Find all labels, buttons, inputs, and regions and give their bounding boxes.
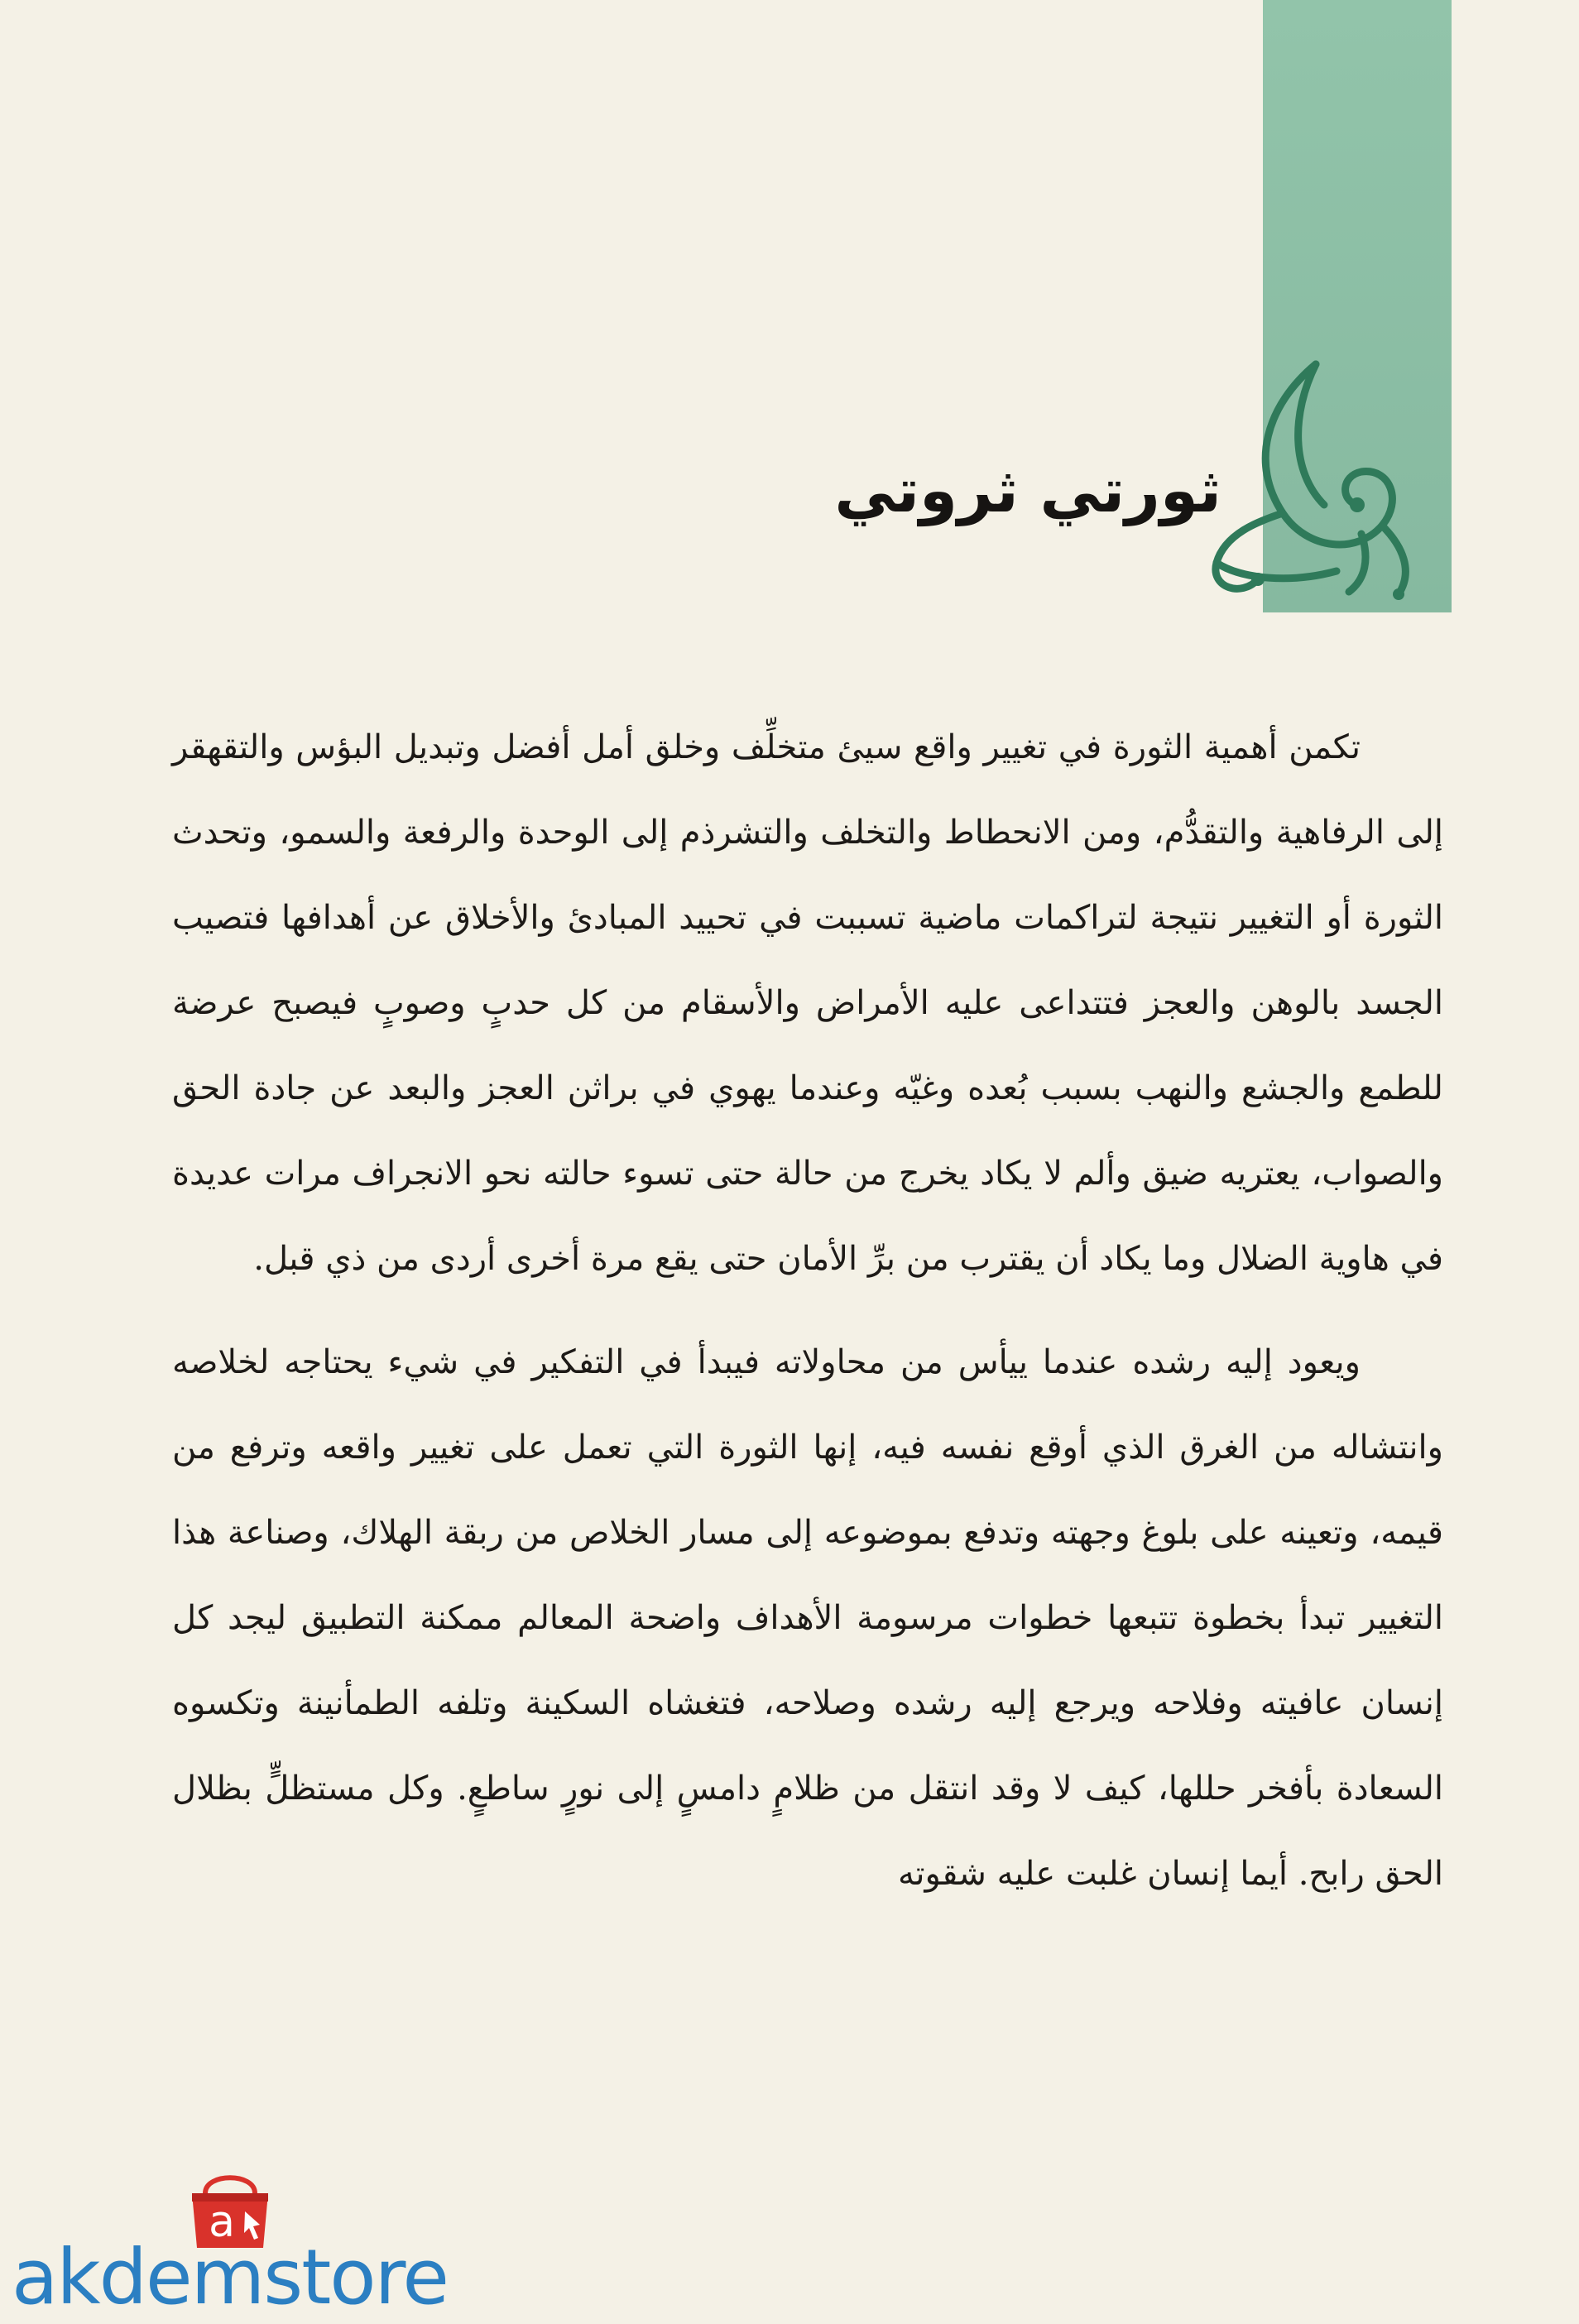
chapter-title: ثورتي ثروتي [834,455,1221,526]
paragraph: تكمن أهمية الثورة في تغيير واقع سيئ متخلِّف وخلق أمل أفضل وتبديل البؤس والتقهقر إلى الرفاهية والتقدُّم، ومن الانحطاط والتخلف والتشرذم إلى الوحدة والرفعة والسمو، وتحدث الثورة أو التغيير نتيجة لتراكمات ماضية تسببت في تحييد المبادئ والأخلاق عن أهدافها فتصيب الجسد بالوهن والعجز فتتداعى عليه الأمراض والأسقام من كل حدبٍ وصوبٍ فيصبح عرضة للطمع والجشع والنهب بسبب بُعده وغيّه وعندما يهوي في براثن العجز والبعد عن جادة الحق والصواب، يعتريه ضيق وألم لا يكاد يخرج من حالة حتى تسوء حالته نحو الانجراف مرات عديدة في هاوية الضلال وما يكاد أن يقترب من برِّ الأمان حتى يقع مرة أخرى أردى من ذي قبل. [172,728,1444,1278]
logo-icon-letter: a [209,2197,235,2247]
brand-name: akdemstore [12,2233,448,2322]
chapter-body [172,705,1443,1917]
paragraph: ويعود إليه رشده عندما ييأس من محاولاته فيبدأ في التفكير في شيء يحتاجه لخلاصه وانتشاله من الغرق الذي أوقع نفسه فيه، إنها الثورة التي تعمل على تغيير واقعه وترفع من قيمه، وتعينه على بلوغ وجهته وتدفع بموضوعه إلى مسار الخلاص من ربقة الهلاك، وصناعة هذا التغيير تبدأ بخطوة تتبعها خطوات مرسومة الأهداف واضحة المعالم ممكنة التطبيق ليجد كل إنسان عافيته وفلاحه ويرجع إليه رشده وصلاحه، فتغشاه السكينة وتلفه الطمأنينة وتكسوه السعادة بأفخر حللها، كيف لا وقد انتقل من ظلامٍ دامسٍ إلى نورٍ ساطعٍ. وكل مستظلٍّ بظلال الحق رابح. أيما إنسان غلبت عليه شقوته [172,1343,1444,1893]
store-watermark-logo [12,2160,448,2322]
floral-ornament-icon [1192,356,1432,604]
